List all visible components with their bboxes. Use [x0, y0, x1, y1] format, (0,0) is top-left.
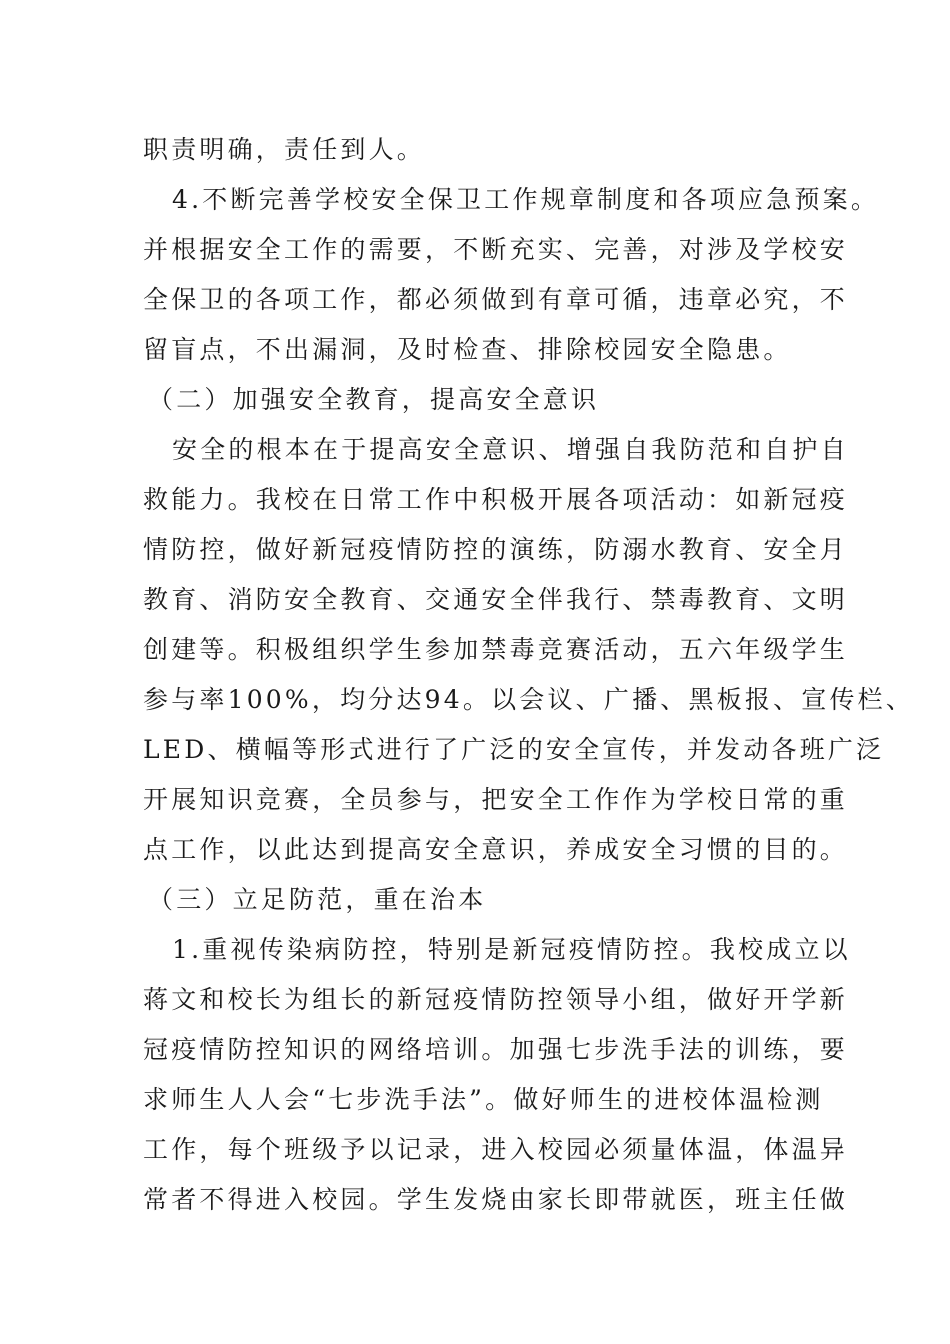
- text-line-5: 留盲点，不出漏洞，及时检查、排除校园安全隐患。: [143, 335, 792, 364]
- section-heading-2: （二）加强安全教育，提高安全意识: [148, 385, 600, 414]
- text-line-19: 冠疫情防控知识的网络培训。加强七步洗手法的训练，要: [143, 1035, 849, 1064]
- text-line-3: 并根据安全工作的需要，不断充实、完善，对涉及学校安: [143, 235, 849, 264]
- text-line-18: 蒋文和校长为组长的新冠疫情防控领导小组，做好开学新: [143, 985, 849, 1014]
- text-line-11: 创建等。积极组织学生参加禁毒竞赛活动，五六年级学生: [143, 635, 849, 664]
- text-line-9: 情防控，做好新冠疫情防控的演练，防溺水教育、安全月: [143, 535, 849, 564]
- text-line-8: 救能力。我校在日常工作中积极开展各项活动：如新冠疫: [143, 485, 849, 514]
- text-line-4: 全保卫的各项工作，都必须做到有章可循，违章必究，不: [143, 285, 849, 314]
- text-line-12: 参与率100%，均分达94。以会议、广播、黑板报、宣传栏、: [143, 685, 915, 714]
- text-line-13: LED、横幅等形式进行了广泛的安全宣传，并发动各班广泛: [143, 735, 885, 764]
- text-line-17: 1.重视传染病防控，特别是新冠疫情防控。我校成立以: [172, 935, 851, 964]
- text-line-21: 工作，每个班级予以记录，进入校园必须量体温，体温异: [143, 1135, 849, 1164]
- text-line-2: 4.不断完善学校安全保卫工作规章制度和各项应急预案。: [172, 185, 880, 214]
- text-line-15: 点工作，以此达到提高安全意识，养成安全习惯的目的。: [143, 835, 849, 864]
- section-heading-3: （三）立足防范，重在治本: [148, 885, 487, 914]
- text-line-14: 开展知识竞赛，全员参与，把安全工作作为学校日常的重: [143, 785, 849, 814]
- text-line-20: 求师生人人会“七步洗手法”。做好师生的进校体温检测: [143, 1085, 824, 1114]
- text-line-10: 教育、消防安全教育、交通安全伴我行、禁毒教育、文明: [143, 585, 849, 614]
- text-line-22: 常者不得进入校园。学生发烧由家长即带就医，班主任做: [143, 1185, 849, 1214]
- text-line-7: 安全的根本在于提高安全意识、增强自我防范和自护自: [172, 435, 849, 464]
- text-line-1: 职责明确，责任到人。: [143, 135, 426, 164]
